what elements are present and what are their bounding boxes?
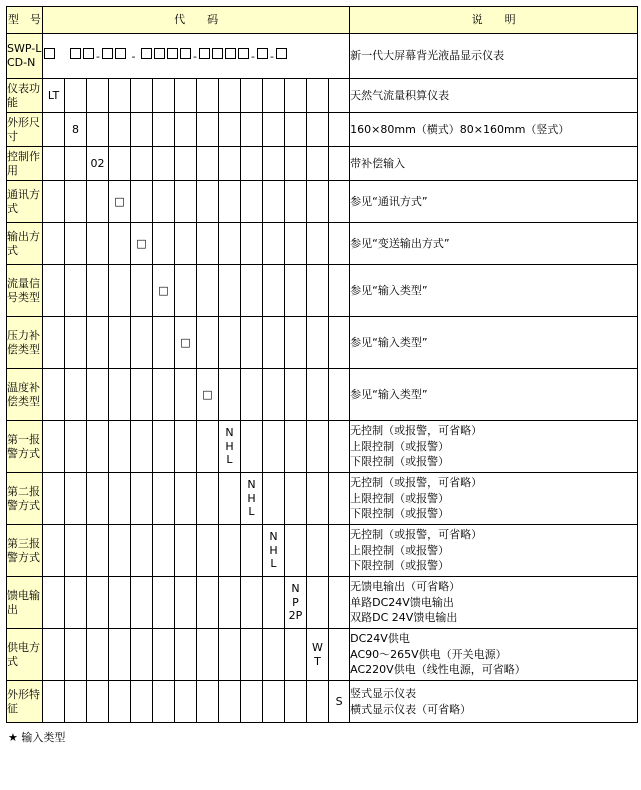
code-cell-empty <box>241 113 263 147</box>
code-cell-empty <box>241 525 263 577</box>
table-row <box>7 681 638 723</box>
code-cell-empty <box>87 421 109 473</box>
code-cell-empty <box>241 629 263 681</box>
footer-note <box>8 729 635 745</box>
code-cell-empty <box>109 113 131 147</box>
code-cell-empty <box>153 317 175 369</box>
code-cell-empty <box>153 113 175 147</box>
code-cell-empty <box>285 181 307 223</box>
row-label: 压力补偿类型 <box>7 317 43 369</box>
code-cell-empty <box>43 577 65 629</box>
code-cell-empty <box>175 79 197 113</box>
code-cell-empty <box>43 113 65 147</box>
code-cell-empty <box>153 681 175 723</box>
code-cell: □ <box>109 181 131 223</box>
code-cell-empty <box>65 223 87 265</box>
code-box-icon <box>225 48 236 59</box>
code-cell-empty <box>219 147 241 181</box>
code-cell-empty <box>241 577 263 629</box>
code-cell-empty <box>175 681 197 723</box>
code-cell-empty <box>197 265 219 317</box>
code-cell-stack: N P 2P <box>285 577 307 629</box>
code-cell-empty <box>87 629 109 681</box>
code-cell-empty <box>241 265 263 317</box>
code-cell-empty <box>197 629 219 681</box>
table-row <box>7 369 638 421</box>
code-cell-empty <box>307 577 329 629</box>
code-cell-empty <box>153 629 175 681</box>
code-cell-empty <box>87 473 109 525</box>
code-cell-empty <box>131 79 153 113</box>
code-cell: S <box>329 681 350 723</box>
code-box-icon <box>102 48 113 59</box>
code-cell-stack: N H L <box>241 473 263 525</box>
footer-note-text: 输入类型 <box>21 731 66 744</box>
table-row <box>7 525 638 577</box>
code-cell-empty <box>109 369 131 421</box>
code-cell-empty <box>241 147 263 181</box>
code-box-icon <box>83 48 94 59</box>
table-row <box>7 223 638 265</box>
code-cell-empty <box>175 473 197 525</box>
code-cell-empty <box>65 421 87 473</box>
code-cell-empty <box>285 223 307 265</box>
header-desc: 说 明 <box>350 7 638 34</box>
row-description: 新一代大屏幕背光液晶显示仪表 <box>350 34 638 79</box>
code-cell-empty <box>219 181 241 223</box>
code-cell-empty <box>197 223 219 265</box>
code-cell-empty <box>175 629 197 681</box>
code-cell-empty <box>307 681 329 723</box>
row-label: 第二报警方式 <box>7 473 43 525</box>
code-cell-empty <box>197 473 219 525</box>
code-cell-empty <box>219 79 241 113</box>
code-cell-empty <box>65 265 87 317</box>
code-cell-empty <box>153 421 175 473</box>
code-cell-empty <box>263 113 285 147</box>
code-cell-empty <box>43 629 65 681</box>
code-cell-empty <box>109 577 131 629</box>
code-cell-empty <box>241 681 263 723</box>
code-cell-empty <box>307 265 329 317</box>
code-cell-empty <box>87 317 109 369</box>
code-cell-empty <box>241 223 263 265</box>
table-row <box>7 473 638 525</box>
code-cell-empty <box>131 181 153 223</box>
code-cell-empty <box>109 147 131 181</box>
code-cell-empty <box>131 317 153 369</box>
code-cell-empty <box>285 421 307 473</box>
table-row <box>7 629 638 681</box>
row-label: SWP-LCD-N <box>7 34 43 79</box>
code-cell-empty <box>263 629 285 681</box>
code-cell-empty <box>131 629 153 681</box>
row-description: 竖式显示仪表 横式显示仪表（可省略） <box>350 681 638 723</box>
code-box-icon <box>212 48 223 59</box>
code-cell-empty <box>109 79 131 113</box>
row-label: 第一报警方式 <box>7 421 43 473</box>
code-cell-empty <box>109 223 131 265</box>
code-cell-empty <box>285 369 307 421</box>
code-cell-empty <box>131 473 153 525</box>
code-cell-empty <box>307 421 329 473</box>
code-cell-empty <box>241 369 263 421</box>
code-cell-empty <box>219 223 241 265</box>
code-cell-empty <box>329 421 350 473</box>
code-cell-empty <box>329 223 350 265</box>
code-box-icon <box>180 48 191 59</box>
code-cell-empty <box>87 265 109 317</box>
header-model: 型 号 <box>7 7 43 34</box>
code-cell-empty <box>307 181 329 223</box>
code-cell-empty <box>329 317 350 369</box>
code-cell-empty <box>43 223 65 265</box>
code-cell-empty <box>329 147 350 181</box>
code-cell-empty <box>307 79 329 113</box>
row-description: 参见“变送输出方式” <box>350 223 638 265</box>
code-cell-empty <box>175 577 197 629</box>
table-row <box>7 147 638 181</box>
code-cell-empty <box>285 265 307 317</box>
code-cell-stack: N H L <box>219 421 241 473</box>
code-cell-empty <box>197 181 219 223</box>
code-cell-empty <box>197 681 219 723</box>
code-cell: □ <box>197 369 219 421</box>
row-description: 参见“通讯方式” <box>350 181 638 223</box>
row-description: 无馈电输出（可省略） 单路DC24V馈电输出 双路DC 24V馈电输出 <box>350 577 638 629</box>
code-cell-empty <box>87 681 109 723</box>
code-cell-empty <box>87 181 109 223</box>
code-box-icon <box>276 48 287 59</box>
code-cell-empty <box>285 629 307 681</box>
code-cell-empty <box>329 369 350 421</box>
table-row <box>7 34 638 79</box>
model-code-string: - - - - - <box>43 34 350 79</box>
row-description: 参见“输入类型” <box>350 317 638 369</box>
code-cell-empty <box>43 181 65 223</box>
code-cell-empty <box>241 79 263 113</box>
code-cell-empty <box>329 181 350 223</box>
code-cell-empty <box>131 147 153 181</box>
code-cell-empty <box>307 525 329 577</box>
code-cell-empty <box>263 317 285 369</box>
code-cell-empty <box>307 369 329 421</box>
code-cell-empty <box>263 181 285 223</box>
code-cell-empty <box>197 113 219 147</box>
code-cell-empty <box>109 629 131 681</box>
code-cell-empty <box>153 223 175 265</box>
code-cell-empty <box>285 525 307 577</box>
code-cell-empty <box>307 473 329 525</box>
code-cell-empty <box>197 147 219 181</box>
code-cell-empty <box>175 421 197 473</box>
row-label: 第三报警方式 <box>7 525 43 577</box>
row-label: 供电方式 <box>7 629 43 681</box>
table-row <box>7 265 638 317</box>
row-description: 参见“输入类型” <box>350 265 638 317</box>
code-cell-empty <box>153 473 175 525</box>
code-cell-empty <box>131 113 153 147</box>
code-cell-empty <box>65 577 87 629</box>
code-cell-empty <box>263 421 285 473</box>
code-cell-empty <box>65 473 87 525</box>
code-cell-empty <box>43 265 65 317</box>
code-cell-empty <box>263 369 285 421</box>
code-cell-empty <box>109 317 131 369</box>
header-code: 代 码 <box>43 7 350 34</box>
code-cell-empty <box>87 525 109 577</box>
table-row <box>7 79 638 113</box>
code-cell: LT <box>43 79 65 113</box>
code-cell-empty <box>329 629 350 681</box>
code-cell-empty <box>131 421 153 473</box>
code-cell-empty <box>197 525 219 577</box>
code-cell-empty <box>153 577 175 629</box>
code-cell-empty <box>109 681 131 723</box>
row-label: 通讯方式 <box>7 181 43 223</box>
code-cell-empty <box>263 265 285 317</box>
code-cell-empty <box>263 223 285 265</box>
model-code-table <box>6 6 638 723</box>
code-cell: 8 <box>65 113 87 147</box>
code-cell-empty <box>175 113 197 147</box>
table-row <box>7 421 638 473</box>
code-cell-empty <box>307 147 329 181</box>
code-cell-empty <box>285 79 307 113</box>
code-cell-empty <box>329 79 350 113</box>
code-box-icon <box>44 48 55 59</box>
code-cell-empty <box>131 369 153 421</box>
code-cell-empty <box>175 369 197 421</box>
code-cell-stack: N H L <box>263 525 285 577</box>
code-cell-empty <box>153 79 175 113</box>
code-cell-empty <box>131 265 153 317</box>
code-cell-empty <box>153 181 175 223</box>
row-label: 外形特征 <box>7 681 43 723</box>
code-cell-empty <box>329 473 350 525</box>
code-box-icon <box>70 48 81 59</box>
table-row <box>7 113 638 147</box>
code-box-icon <box>154 48 165 59</box>
code-cell-empty <box>43 369 65 421</box>
code-cell-empty <box>65 147 87 181</box>
code-cell-empty <box>153 147 175 181</box>
code-cell-empty <box>219 113 241 147</box>
table-row <box>7 577 638 629</box>
row-description: 带补偿输入 <box>350 147 638 181</box>
code-cell-empty <box>131 525 153 577</box>
row-label: 流量信号类型 <box>7 265 43 317</box>
row-description: 无控制（或报警，可省略） 上限控制（或报警） 下限控制（或报警） <box>350 473 638 525</box>
code-box-icon <box>257 48 268 59</box>
code-cell-empty <box>241 181 263 223</box>
code-cell-empty <box>219 369 241 421</box>
code-cell-empty <box>87 577 109 629</box>
row-label: 温度补偿类型 <box>7 369 43 421</box>
code-cell-empty <box>87 223 109 265</box>
code-cell-empty <box>241 421 263 473</box>
code-cell-empty <box>65 317 87 369</box>
bullet-star-icon: ★ <box>8 731 18 744</box>
code-box-icon <box>115 48 126 59</box>
code-box-icon <box>167 48 178 59</box>
code-cell-empty <box>219 681 241 723</box>
code-cell-empty <box>175 525 197 577</box>
table-row <box>7 181 638 223</box>
row-label: 控制作用 <box>7 147 43 181</box>
code-cell-empty <box>219 629 241 681</box>
code-cell-empty <box>263 79 285 113</box>
code-cell: □ <box>131 223 153 265</box>
code-box-icon <box>141 48 152 59</box>
code-cell-empty <box>219 265 241 317</box>
code-cell-empty <box>87 369 109 421</box>
code-cell-empty <box>65 629 87 681</box>
code-cell-empty <box>131 681 153 723</box>
code-cell-empty <box>43 525 65 577</box>
code-cell-empty <box>197 79 219 113</box>
code-cell-empty <box>329 577 350 629</box>
code-cell-empty <box>109 525 131 577</box>
code-cell-empty <box>175 181 197 223</box>
code-cell-empty <box>43 681 65 723</box>
code-cell-empty <box>219 577 241 629</box>
code-cell-empty <box>285 681 307 723</box>
row-label: 馈电输出 <box>7 577 43 629</box>
table-row <box>7 317 638 369</box>
code-cell-empty <box>197 421 219 473</box>
code-cell-empty <box>307 317 329 369</box>
code-cell-empty <box>43 421 65 473</box>
code-cell-empty <box>109 265 131 317</box>
code-cell-empty <box>65 681 87 723</box>
code-cell: □ <box>153 265 175 317</box>
code-cell-empty <box>285 147 307 181</box>
code-cell-empty <box>307 113 329 147</box>
row-description: 无控制（或报警，可省略） 上限控制（或报警） 下限控制（或报警） <box>350 421 638 473</box>
code-cell-empty <box>65 79 87 113</box>
code-cell-empty <box>263 681 285 723</box>
code-cell-empty <box>219 317 241 369</box>
code-cell-empty <box>87 113 109 147</box>
table-header-row <box>7 7 638 34</box>
code-cell-stack: W T <box>307 629 329 681</box>
row-description: 160×80mm（横式）80×160mm（竖式） <box>350 113 638 147</box>
code-cell-empty <box>175 223 197 265</box>
code-cell-empty <box>285 113 307 147</box>
code-cell-empty <box>65 181 87 223</box>
code-cell-empty <box>43 147 65 181</box>
code-cell-empty <box>65 369 87 421</box>
code-cell-empty <box>329 525 350 577</box>
code-cell-empty <box>197 577 219 629</box>
code-cell-empty <box>263 147 285 181</box>
row-description: 无控制（或报警，可省略） 上限控制（或报警） 下限控制（或报警） <box>350 525 638 577</box>
code-cell-empty <box>87 79 109 113</box>
row-description: 天然气流量积算仪表 <box>350 79 638 113</box>
code-cell-empty <box>153 525 175 577</box>
code-cell-empty <box>219 525 241 577</box>
code-cell-empty <box>65 525 87 577</box>
code-cell-empty <box>153 369 175 421</box>
code-cell: □ <box>175 317 197 369</box>
code-cell-empty <box>43 473 65 525</box>
row-label: 外形尺寸 <box>7 113 43 147</box>
code-cell: 02 <box>87 147 109 181</box>
code-cell-empty <box>219 473 241 525</box>
row-label: 输出方式 <box>7 223 43 265</box>
code-cell-empty <box>285 473 307 525</box>
code-cell-empty <box>263 577 285 629</box>
code-cell-empty <box>263 473 285 525</box>
code-cell-empty <box>109 473 131 525</box>
code-box-icon <box>238 48 249 59</box>
code-cell-empty <box>307 223 329 265</box>
row-description: DC24V供电 AC90～265V供电（开关电源） AC220V供电（线性电源，可省略） <box>350 629 638 681</box>
code-cell-empty <box>43 317 65 369</box>
code-cell-empty <box>285 317 307 369</box>
code-cell-empty <box>329 113 350 147</box>
row-description: 参见“输入类型” <box>350 369 638 421</box>
code-cell-empty <box>131 577 153 629</box>
code-cell-empty <box>241 317 263 369</box>
code-cell-empty <box>197 317 219 369</box>
code-cell-empty <box>329 265 350 317</box>
code-box-icon <box>199 48 210 59</box>
code-cell-empty <box>109 421 131 473</box>
code-cell-empty <box>175 147 197 181</box>
row-label: 仪表功能 <box>7 79 43 113</box>
code-cell-empty <box>175 265 197 317</box>
